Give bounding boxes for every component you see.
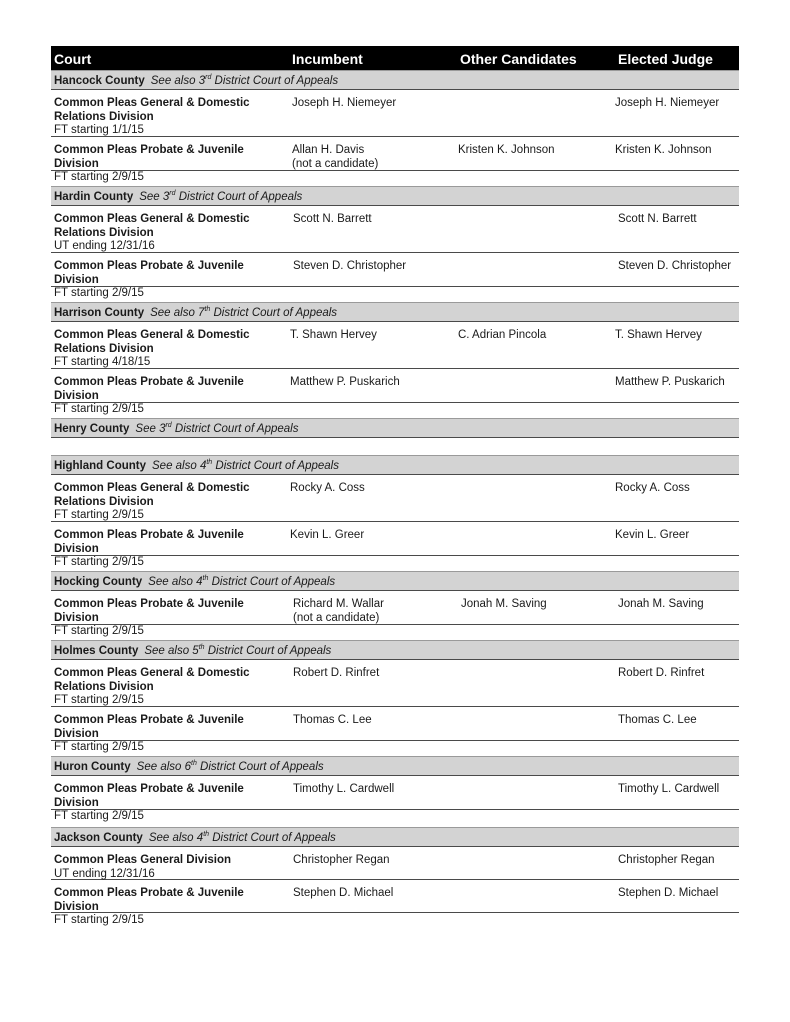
court-cell [54, 376, 290, 417]
term-text: UT ending 12/31/16 [54, 240, 155, 252]
county-appeals-note: See 3rd District Court of Appeals [139, 190, 303, 203]
court-name: Common Pleas General & Domestic Relations Division [54, 213, 250, 239]
table-row [51, 660, 739, 707]
table-row [51, 90, 739, 137]
county-name: Holmes County See also 5th District Court of Appeals [54, 644, 332, 657]
county-name: Highland County See also 4th District Court of Appeals [54, 459, 339, 472]
county-appeals-note: See 3rd District Court of Appeals [135, 422, 299, 435]
court-cell [54, 482, 290, 523]
court-cell [54, 329, 290, 370]
term-text: FT starting 4/18/15 [54, 356, 151, 368]
incumbent-cell: Kevin L. Greer [290, 529, 365, 541]
table-row [51, 206, 739, 253]
elected-judge-cell: Kristen K. Johnson [615, 144, 712, 156]
county-header [51, 640, 739, 660]
table-row [51, 880, 739, 926]
court-name: Common Pleas General & Domestic Relations Division [54, 97, 250, 123]
elected-judge-cell: Jonah M. Saving [618, 598, 704, 610]
elected-judge-cell: Robert D. Rinfret [618, 667, 705, 679]
other-candidates-cell: Kristen K. Johnson [458, 144, 555, 156]
table-row [51, 369, 739, 415]
court-cell [54, 144, 290, 185]
court-cell [54, 854, 290, 881]
court-cell [54, 97, 290, 138]
county-section [51, 640, 739, 753]
county-section [51, 756, 739, 822]
table-row [51, 522, 739, 568]
header-elected-judge: Elected Judge [618, 51, 713, 67]
term-text: FT starting 2/9/15 [54, 694, 144, 706]
county-section [51, 455, 739, 568]
incumbent-note: (not a candidate) [292, 157, 379, 170]
elected-judge-cell: Kevin L. Greer [615, 529, 690, 541]
elected-judge-cell: Christopher Regan [618, 854, 715, 866]
table-row [51, 847, 739, 880]
court-name: Common Pleas General & Domestic Relations Division [54, 482, 250, 508]
court-name: Common Pleas General & Domestic Relations Division [54, 329, 250, 355]
county-name: Jackson County See also 4th District Court of Appeals [54, 831, 336, 844]
county-section [51, 827, 739, 926]
county-appeals-note: See also 4th District Court of Appeals [148, 831, 336, 844]
incumbent-cell: Scott N. Barrett [293, 213, 372, 225]
county-name: Hocking County See also 4th District Court of Appeals [54, 575, 336, 588]
county-section [51, 186, 739, 299]
court-cell [54, 714, 290, 755]
county-header [51, 70, 739, 90]
table-header [51, 46, 739, 70]
court-name: Common Pleas General Division [54, 854, 232, 866]
county-appeals-note: See also 7th District Court of Appeals [150, 306, 338, 319]
elected-judge-cell: Rocky A. Coss [615, 482, 690, 494]
court-cell [54, 529, 290, 570]
term-text: FT starting 2/9/15 [54, 625, 144, 637]
table-row [51, 591, 739, 637]
elected-judge-cell: Thomas C. Lee [618, 714, 697, 726]
term-text: FT starting 2/9/15 [54, 556, 144, 568]
table-row [51, 776, 739, 822]
incumbent-cell: Richard M. Wallar (not a candidate) [293, 598, 453, 625]
county-section [51, 302, 739, 415]
incumbent-cell: Steven D. Christopher [293, 260, 407, 272]
judicial-results-table [51, 46, 739, 926]
county-header [51, 418, 739, 438]
incumbent-note: (not a candidate) [293, 611, 380, 624]
incumbent-cell: Timothy L. Cardwell [293, 783, 395, 795]
elected-judge-cell: Stephen D. Michael [618, 887, 719, 899]
term-text: FT starting 2/9/15 [54, 741, 144, 753]
term-text: FT starting 2/9/15 [54, 287, 144, 299]
header-other-candidates: Other Candidates [460, 51, 577, 67]
county-name: Huron County See also 6th District Court of Appeals [54, 760, 324, 773]
other-candidates-cell: Jonah M. Saving [461, 598, 547, 610]
incumbent-cell: Rocky A. Coss [290, 482, 365, 494]
incumbent-cell: Robert D. Rinfret [293, 667, 380, 679]
county-section [51, 70, 739, 183]
elected-judge-cell: Scott N. Barrett [618, 213, 697, 225]
term-text: FT starting 2/9/15 [54, 914, 144, 926]
county-appeals-note: See also 5th District Court of Appeals [144, 644, 332, 657]
table-row [51, 137, 739, 183]
term-text: FT starting 2/9/15 [54, 509, 144, 521]
court-name: Common Pleas Probate & Juvenile Division [54, 529, 244, 555]
incumbent-cell: Matthew P. Puskarich [290, 376, 400, 388]
term-text: FT starting 2/9/15 [54, 403, 144, 415]
court-name: Common Pleas Probate & Juvenile Division [54, 376, 244, 402]
county-header [51, 756, 739, 776]
court-cell [54, 887, 290, 928]
county-appeals-note: See also 4th District Court of Appeals [148, 575, 336, 588]
court-name: Common Pleas Probate & Juvenile Division [54, 598, 244, 624]
court-cell [54, 213, 290, 254]
county-name: Hardin County See 3rd District Court of Appeals [54, 190, 303, 203]
county-appeals-note: See also 3rd District Court of Appeals [150, 74, 339, 87]
county-header [51, 827, 739, 847]
term-text: FT starting 2/9/15 [54, 171, 144, 183]
court-name: Common Pleas Probate & Juvenile Division [54, 144, 244, 170]
table-row [51, 707, 739, 753]
header-court: Court [54, 51, 92, 67]
county-appeals-note: See also 6th District Court of Appeals [136, 760, 324, 773]
county-section [51, 418, 739, 438]
header-incumbent: Incumbent [292, 51, 363, 67]
court-cell [54, 260, 290, 301]
term-text: FT starting 1/1/15 [54, 124, 144, 136]
county-name: Hancock County See also 3rd District Court of Appeals [54, 74, 339, 87]
table-row [51, 475, 739, 522]
county-name: Harrison County See also 7th District Court of Appeals [54, 306, 338, 319]
incumbent-cell: Stephen D. Michael [293, 887, 394, 899]
table-row [51, 322, 739, 369]
term-text: FT starting 2/9/15 [54, 810, 144, 822]
incumbent-cell: Joseph H. Niemeyer [292, 97, 397, 109]
elected-judge-cell: Steven D. Christopher [618, 260, 732, 272]
county-name: Henry County See 3rd District Court of Appeals [54, 422, 299, 435]
elected-judge-cell: Timothy L. Cardwell [618, 783, 720, 795]
table-row [51, 253, 739, 299]
term-text: UT ending 12/31/16 [54, 867, 155, 880]
court-cell [54, 783, 290, 824]
county-header [51, 302, 739, 322]
county-section [51, 571, 739, 637]
incumbent-cell: Thomas C. Lee [293, 714, 372, 726]
court-name: Common Pleas Probate & Juvenile Division [54, 887, 244, 913]
county-header [51, 186, 739, 206]
court-cell [54, 667, 290, 708]
other-candidates-cell: C. Adrian Pincola [458, 329, 547, 341]
county-header [51, 571, 739, 591]
elected-judge-cell: Matthew P. Puskarich [615, 376, 725, 388]
court-cell [54, 598, 290, 639]
court-name: Common Pleas General & Domestic Relations Division [54, 667, 250, 693]
elected-judge-cell: Joseph H. Niemeyer [615, 97, 720, 109]
court-name: Common Pleas Probate & Juvenile Division [54, 783, 244, 809]
incumbent-cell: T. Shawn Hervey [290, 329, 377, 341]
incumbent-cell: Allan H. Davis (not a candidate) [292, 144, 452, 171]
elected-judge-cell: T. Shawn Hervey [615, 329, 702, 341]
incumbent-cell: Christopher Regan [293, 854, 390, 866]
county-appeals-note: See also 4th District Court of Appeals [152, 459, 339, 472]
court-name: Common Pleas Probate & Juvenile Division [54, 260, 244, 286]
county-header [51, 455, 739, 475]
court-name: Common Pleas Probate & Juvenile Division [54, 714, 244, 740]
